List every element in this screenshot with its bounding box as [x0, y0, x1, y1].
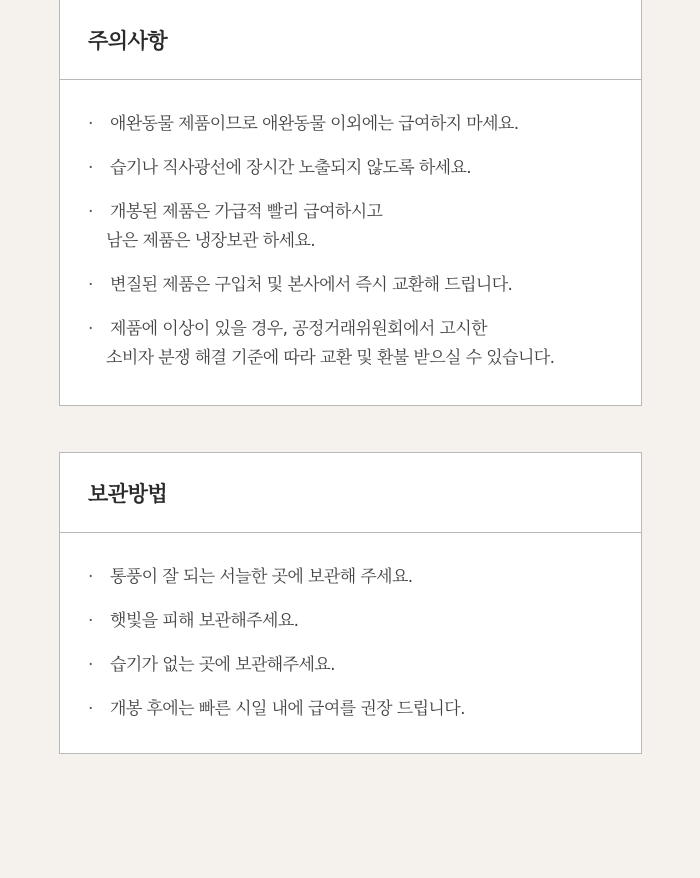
storage-list-item — [88, 695, 641, 724]
caution-item-line: 애완동물 제품이므로 애완동물 이외에는 급여하지 마세요. — [110, 114, 519, 134]
caution-list-item — [88, 271, 641, 300]
storage-list-item — [88, 607, 641, 636]
caution-item-line: 습기나 직사광선에 장시간 노출되지 않도록 하세요. — [110, 158, 472, 178]
caution-item-line: 변질된 제품은 구입처 및 본사에서 즉시 교환해 드립니다. — [110, 275, 513, 295]
storage-list — [88, 563, 641, 724]
bullet-dot-icon: · — [88, 699, 93, 719]
storage-header — [60, 453, 641, 533]
caution-list-item — [88, 110, 641, 139]
storage-item-text — [110, 563, 413, 592]
storage-body — [60, 533, 641, 724]
bullet-dot-icon: · — [88, 611, 93, 631]
caution-header — [60, 0, 641, 80]
storage-item-line: 햇빛을 피해 보관해주세요. — [110, 611, 299, 631]
bullet-dot-icon: · — [88, 275, 93, 295]
storage-list-item — [88, 651, 641, 680]
caution-item-text — [110, 154, 471, 183]
caution-item-text — [110, 271, 512, 300]
bullet-dot-icon: · — [88, 655, 93, 675]
caution-card — [59, 0, 642, 406]
caution-list-item — [88, 198, 641, 256]
caution-item-line: 개봉된 제품은 가급적 빨리 급여하시고 — [110, 202, 383, 222]
caution-body — [60, 80, 641, 373]
caution-list — [88, 110, 641, 373]
caution-list-item — [88, 315, 641, 373]
bullet-dot-icon: · — [88, 567, 93, 587]
storage-item-line: 통풍이 잘 되는 서늘한 곳에 보관해 주세요. — [110, 567, 413, 587]
caution-list-item — [88, 154, 641, 183]
storage-card — [59, 452, 642, 754]
storage-item-line: 개봉 후에는 빠른 시일 내에 급여를 권장 드립니다. — [110, 699, 465, 719]
storage-item-line: 습기가 없는 곳에 보관해주세요. — [110, 655, 335, 675]
bullet-dot-icon: · — [88, 319, 93, 339]
caution-item-line: 소비자 분쟁 해결 기준에 따라 교환 및 환불 받으실 수 있습니다. — [106, 348, 555, 368]
caution-item-line: 제품에 이상이 있을 경우, 공정거래위원회에서 고시한 — [110, 319, 487, 339]
caution-item-text — [106, 198, 383, 256]
storage-title: 보관방법 — [88, 481, 168, 506]
storage-list-item — [88, 563, 641, 592]
bullet-dot-icon: · — [88, 114, 93, 134]
caution-item-text — [110, 110, 519, 139]
caution-item-text — [106, 315, 555, 373]
storage-item-text — [110, 607, 298, 636]
storage-item-text — [110, 695, 465, 724]
caution-item-line: 남은 제품은 냉장보관 하세요. — [106, 231, 316, 251]
storage-item-text — [110, 651, 335, 680]
caution-title: 주의사항 — [88, 28, 168, 53]
bullet-dot-icon: · — [88, 202, 93, 222]
bullet-dot-icon: · — [88, 158, 93, 178]
